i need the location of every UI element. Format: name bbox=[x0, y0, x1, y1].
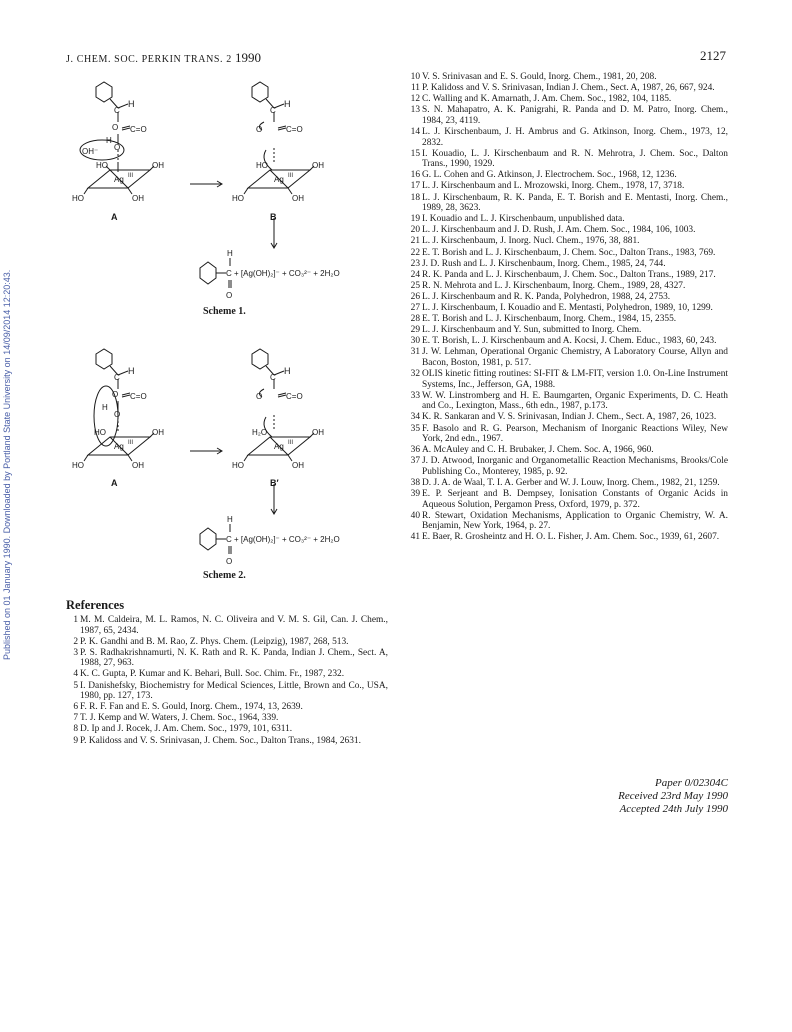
reference-number: 36 bbox=[410, 445, 420, 456]
svg-text:OH: OH bbox=[152, 161, 164, 170]
reference-number: 18 bbox=[410, 192, 420, 203]
scheme-1 bbox=[66, 60, 388, 328]
reference-item bbox=[408, 511, 728, 532]
reference-text: R. Stewart, Oxidation Mechanisms, Application to Organic Chemistry, W. A. Benjamin, New York, 1964, p. 27. bbox=[422, 510, 728, 532]
reference-number: 34 bbox=[410, 412, 420, 423]
svg-text:Ag: Ag bbox=[114, 175, 124, 184]
svg-text:OH: OH bbox=[292, 194, 304, 203]
reference-text: I. Danishefsky, Biochemistry for Medical Sciences, Little, Brown and Co., USA, 1980, pp. 127, 173. bbox=[80, 680, 388, 702]
reference-number: 24 bbox=[410, 269, 420, 280]
svg-text:H: H bbox=[128, 99, 135, 109]
reference-number: 12 bbox=[410, 94, 420, 105]
svg-text:OH: OH bbox=[312, 161, 324, 170]
water-ligand-label: H₂O bbox=[252, 428, 268, 437]
svg-text:C: C bbox=[226, 535, 232, 544]
svg-text:HO: HO bbox=[232, 194, 244, 203]
reference-number: 22 bbox=[410, 247, 420, 258]
references-list-right bbox=[408, 72, 728, 543]
reference-text: L. J. Kirschenbaum, J. Inorg. Nucl. Chem., 1976, 38, 881. bbox=[422, 236, 640, 247]
reference-number: 30 bbox=[410, 336, 420, 347]
reference-item bbox=[408, 94, 728, 105]
reference-item bbox=[66, 681, 388, 702]
reference-item bbox=[408, 412, 728, 423]
reference-text: D. J. A. de Waal, T. I. A. Gerber and W. J. Louw, Inorg. Chem., 1982, 21, 1259. bbox=[422, 477, 720, 488]
reference-text: L. J. Kirschenbaum and J. D. Rush, J. Am. Chem. Soc., 1984, 106, 1003. bbox=[422, 225, 696, 236]
svg-text:OH: OH bbox=[292, 461, 304, 470]
reference-text: L. J. Kirschenbaum and Y. Sun, submitted to Inorg. Chem. bbox=[422, 325, 642, 336]
svg-text:HO: HO bbox=[72, 194, 84, 203]
reference-item bbox=[408, 170, 728, 181]
reference-number: 40 bbox=[410, 510, 420, 521]
svg-text:HO: HO bbox=[232, 461, 244, 470]
reference-text: K. R. Sankaran and V. S. Srinivasan, Indian J. Chem., Sect. A, 1987, 26, 1023. bbox=[422, 412, 717, 423]
svg-text:HO: HO bbox=[256, 161, 268, 170]
reference-number: 4 bbox=[73, 669, 78, 680]
scheme-1-drawing bbox=[66, 60, 388, 328]
paper-meta bbox=[560, 777, 728, 816]
reference-number: 15 bbox=[410, 148, 420, 159]
svg-text:O: O bbox=[226, 557, 233, 566]
reference-text: L. J. Kirschenbaum, J. H. Ambrus and G. Atkinson, Inorg. Chem., 1973, 12, 2832. bbox=[422, 126, 728, 148]
svg-text:III: III bbox=[128, 440, 134, 446]
svg-text:C: C bbox=[114, 373, 120, 382]
reference-text: G. L. Cohen and G. Atkinson, J. Electrochem. Soc., 1968, 12, 1236. bbox=[422, 170, 677, 181]
received-date: Received 23rd May 1990 bbox=[618, 790, 728, 802]
svg-text:H: H bbox=[128, 366, 135, 376]
reference-number: 37 bbox=[410, 456, 420, 467]
svg-text:C=O: C=O bbox=[130, 392, 147, 401]
reference-item bbox=[66, 669, 388, 680]
svg-text:O: O bbox=[226, 291, 233, 300]
scheme-2-products: + [Ag(OH)₂]⁻ + CO₃²⁻ + 2H₂O bbox=[234, 535, 340, 544]
reference-text: A. McAuley and C. H. Brubaker, J. Chem. Soc. A, 1966, 960. bbox=[422, 445, 654, 456]
svg-text:H: H bbox=[227, 515, 233, 524]
svg-text:H: H bbox=[227, 249, 233, 258]
reference-item bbox=[408, 105, 728, 126]
reference-item bbox=[66, 713, 388, 724]
reference-item bbox=[408, 456, 728, 477]
reference-text: J. W. Lehman, Operational Organic Chemistry, A Laboratory Course, Allyn and Bacon, Boston, 1981, p. 517. bbox=[422, 347, 728, 368]
reference-number: 2 bbox=[73, 636, 78, 647]
hydroxide-label: OH⁻ bbox=[82, 147, 99, 156]
reference-item bbox=[408, 478, 728, 489]
reference-item bbox=[408, 149, 728, 170]
svg-text:III: III bbox=[288, 440, 294, 446]
reference-text: L. J. Kirschenbaum and L. Mrozowski, Inorg. Chem., 1978, 17, 3718. bbox=[422, 181, 685, 192]
references-list-left bbox=[66, 615, 388, 746]
svg-text:C=O: C=O bbox=[130, 125, 147, 134]
reference-item bbox=[408, 225, 728, 236]
reference-text: E. T. Borish and L. J. Kirschenbaum, J. Chem. Soc., Dalton Trans., 1983, 769. bbox=[422, 247, 716, 258]
svg-text:C: C bbox=[270, 106, 276, 115]
reference-item bbox=[408, 369, 728, 390]
reference-text: P. Kalidoss and V. S. Srinivasan, Indian J. Chem., Sect. A, 1987, 26, 667, 924. bbox=[422, 83, 715, 94]
reference-text: OLIS kinetic fitting routines: SI-FIT & LM-FIT, version 1.0. On-Line Instrument Systems, Inc., Jefferson, GA, 1988. bbox=[422, 369, 728, 390]
svg-text:Ag: Ag bbox=[274, 175, 284, 184]
reference-text: L. J. Kirschenbaum, I. Kouadio and E. Mentasti, Polyhedron, 1989, 10, 1299. bbox=[422, 302, 713, 313]
svg-text:Ag: Ag bbox=[274, 442, 284, 451]
scheme-2 bbox=[66, 334, 388, 590]
reference-item bbox=[408, 281, 728, 292]
svg-text:C=O: C=O bbox=[286, 392, 303, 401]
reference-number: 27 bbox=[410, 302, 420, 313]
left-column bbox=[66, 60, 388, 747]
reference-text: P. Kalidoss and V. S. Srinivasan, J. Chem. Soc., Dalton Trans., 1984, 2631. bbox=[80, 735, 361, 746]
reference-item bbox=[408, 314, 728, 325]
reference-number: 33 bbox=[410, 390, 420, 401]
reference-text: R. K. Panda and L. J. Kirschenbaum, J. Chem. Soc., Dalton Trans., 1989, 217. bbox=[422, 269, 716, 280]
reference-text: E. Baer, R. Grosheintz and H. O. L. Fisher, J. Am. Chem. Soc., 1939, 61, 2607. bbox=[422, 532, 720, 543]
reference-text: E. P. Serjeant and B. Dempsey, Ionisation Constants of Organic Acids in Aqueous Solution, Pergamon Press, Oxford, 1979, p. 372. bbox=[422, 489, 728, 510]
reference-number: 3 bbox=[73, 647, 78, 658]
journal-name: J. CHEM. SOC. PERKIN TRANS. 2 bbox=[66, 54, 232, 65]
reference-item bbox=[408, 270, 728, 281]
reference-text: J. D. Rush and L. J. Kirschenbaum, Inorg. Chem., 1985, 24, 744. bbox=[422, 258, 666, 269]
reference-number: 35 bbox=[410, 423, 420, 434]
reference-item bbox=[66, 736, 388, 747]
svg-text:H: H bbox=[284, 366, 291, 376]
reference-number: 19 bbox=[410, 214, 420, 225]
reference-text: F. Basolo and R. G. Pearson, Mechanism of Inorganic Reactions Wiley, New York, 2nd edn., 1967. bbox=[422, 423, 728, 445]
reference-text: K. C. Gupta, P. Kumar and K. Behari, Bull. Soc. Chim. Fr., 1987, 232. bbox=[80, 669, 345, 680]
reference-number: 31 bbox=[410, 347, 420, 358]
reference-text: I. Kouadio, L. J. Kirschenbaum and R. N. Mehrotra, J. Chem. Soc., Dalton Trans., 1990, 1929. bbox=[422, 148, 728, 170]
reference-number: 17 bbox=[410, 181, 420, 192]
reference-item bbox=[66, 615, 388, 636]
reference-text: E. T. Borish, L. J. Kirschenbaum and A. Kocsi, J. Chem. Educ., 1983, 60, 243. bbox=[422, 336, 717, 347]
scheme-2-label-b: B′ bbox=[270, 478, 279, 488]
reference-number: 41 bbox=[410, 532, 420, 543]
reference-text: R. N. Mehrota and L. J. Kirschenbaum, Inorg. Chem., 1989, 28, 4327. bbox=[422, 280, 686, 291]
reference-item bbox=[408, 424, 728, 445]
reference-item bbox=[408, 445, 728, 456]
reference-number: 26 bbox=[410, 291, 420, 302]
reference-text: W. W. Linstromberg and H. E. Baumgarten, Organic Experiments, D. C. Heath and Co., Lexington, Mass., 6th edn., 1987, p.173. bbox=[422, 390, 728, 412]
scheme-2-caption: Scheme 2. bbox=[203, 570, 246, 581]
svg-text:O: O bbox=[114, 143, 121, 152]
svg-text:H: H bbox=[102, 403, 108, 412]
reference-number: 23 bbox=[410, 258, 420, 269]
reference-item bbox=[408, 193, 728, 214]
reference-item bbox=[408, 489, 728, 510]
reference-item bbox=[408, 248, 728, 259]
reference-text: F. R. F. Fan and E. S. Gould, Inorg. Chem., 1974, 13, 2639. bbox=[80, 702, 303, 713]
reference-item bbox=[408, 292, 728, 303]
svg-text:OH: OH bbox=[312, 428, 324, 437]
scheme-2-label-a: A bbox=[111, 478, 118, 488]
reference-item bbox=[408, 259, 728, 270]
reference-number: 38 bbox=[410, 477, 420, 488]
svg-text:C: C bbox=[270, 373, 276, 382]
svg-text:OH: OH bbox=[132, 194, 144, 203]
reference-number: 1 bbox=[73, 615, 78, 625]
reference-item bbox=[66, 702, 388, 713]
scheme-2-drawing bbox=[66, 334, 388, 590]
svg-text:HO: HO bbox=[94, 428, 106, 437]
reference-item bbox=[408, 336, 728, 347]
reference-item bbox=[408, 532, 728, 543]
svg-text:O: O bbox=[112, 123, 119, 132]
scheme-1-products: + [Ag(OH)₂]⁻ + CO₃²⁻ + 2H₂O bbox=[234, 269, 340, 278]
right-column bbox=[408, 72, 728, 544]
svg-text:OH: OH bbox=[152, 428, 164, 437]
reference-text: M. M. Caldeira, M. L. Ramos, N. C. Oliveira and V. M. S. Gil, Can. J. Chem., 1987, 65, 2434. bbox=[80, 615, 388, 636]
reference-number: 11 bbox=[410, 83, 420, 94]
reference-number: 28 bbox=[410, 314, 420, 325]
reference-text: T. J. Kemp and W. Waters, J. Chem. Soc., 1964, 339. bbox=[80, 713, 279, 724]
svg-text:III: III bbox=[288, 173, 294, 179]
svg-text:O: O bbox=[256, 125, 263, 134]
svg-text:OH: OH bbox=[132, 461, 144, 470]
svg-text:HO: HO bbox=[72, 461, 84, 470]
reference-text: P. K. Gandhi and B. M. Rao, Z. Phys. Chem. (Leipzig), 1987, 268, 513. bbox=[80, 636, 349, 647]
svg-text:H: H bbox=[106, 136, 112, 145]
reference-text: V. S. Srinivasan and E. S. Gould, Inorg. Chem., 1981, 20, 208. bbox=[422, 72, 657, 82]
reference-number: 21 bbox=[410, 236, 420, 247]
download-notice: Published on 01 January 1990. Downloaded by Portland State University on 14/09/2014 12:20:43. bbox=[2, 269, 12, 660]
svg-text:HO: HO bbox=[96, 161, 108, 170]
reference-text: S. N. Mahapatro, A. K. Panigrahi, R. Panda and D. M. Patro, Inorg. Chem., 1984, 23, 4119. bbox=[422, 105, 728, 126]
reference-number: 20 bbox=[410, 225, 420, 236]
reference-number: 14 bbox=[410, 126, 420, 137]
svg-text:C: C bbox=[226, 269, 232, 278]
reference-number: 7 bbox=[73, 713, 78, 724]
svg-text:Ag: Ag bbox=[114, 442, 124, 451]
page-number: 2127 bbox=[700, 48, 726, 63]
references-heading: References bbox=[66, 598, 125, 612]
reference-item bbox=[408, 391, 728, 412]
reference-text: I. Kouadio and L. J. Kirschenbaum, unpublished data. bbox=[422, 214, 625, 225]
reference-item bbox=[66, 724, 388, 735]
reference-number: 16 bbox=[410, 170, 420, 181]
reference-item bbox=[408, 72, 728, 83]
paper-id: Paper 0/02304C bbox=[654, 777, 728, 789]
reference-number: 13 bbox=[410, 105, 420, 116]
svg-text:O: O bbox=[112, 390, 119, 399]
reference-item bbox=[66, 637, 388, 648]
reference-number: 10 bbox=[410, 72, 420, 82]
reference-item bbox=[408, 236, 728, 247]
reference-number: 29 bbox=[410, 325, 420, 336]
reference-item bbox=[66, 648, 388, 669]
reference-number: 9 bbox=[73, 735, 78, 746]
reference-number: 39 bbox=[410, 489, 420, 500]
reference-item bbox=[408, 325, 728, 336]
svg-text:C=O: C=O bbox=[286, 125, 303, 134]
svg-text:O: O bbox=[114, 410, 121, 419]
reference-number: 25 bbox=[410, 280, 420, 291]
scheme-1-caption: Scheme 1. bbox=[203, 306, 246, 317]
reference-number: 32 bbox=[410, 369, 420, 380]
svg-text:C: C bbox=[114, 106, 120, 115]
svg-text:H: H bbox=[284, 99, 291, 109]
journal-year: 1990 bbox=[234, 50, 261, 65]
reference-item bbox=[408, 83, 728, 94]
accepted-date: Accepted 24th July 1990 bbox=[619, 803, 728, 815]
reference-text: E. T. Borish and L. J. Kirschenbaum, Inorg. Chem., 1984, 15, 2355. bbox=[422, 314, 677, 325]
reference-text: D. Ip and J. Rocek, J. Am. Chem. Soc., 1979, 101, 6311. bbox=[80, 724, 293, 735]
reference-item bbox=[408, 127, 728, 148]
reference-item bbox=[408, 303, 728, 314]
scheme-1-label-b: B bbox=[270, 212, 277, 222]
reference-text: L. J. Kirschenbaum, R. K. Panda, E. T. Borish and E. Mentasti, Inorg. Chem., 1989, 28, 3623. bbox=[422, 192, 728, 214]
reference-text: P. S. Radhakrishnamurti, N. K. Rath and R. K. Panda, Indian J. Chem., Sect. A, 1988, 27, 963. bbox=[80, 647, 388, 669]
reference-number: 5 bbox=[73, 680, 78, 691]
svg-text:III: III bbox=[128, 173, 134, 179]
reference-number: 8 bbox=[73, 724, 78, 735]
reference-item bbox=[408, 214, 728, 225]
scheme-1-label-a: A bbox=[111, 212, 118, 222]
reference-text: L. J. Kirschenbaum and R. K. Panda, Polyhedron, 1988, 24, 2753. bbox=[422, 291, 671, 302]
reference-item bbox=[408, 181, 728, 192]
reference-text: J. D. Atwood, Inorganic and Organometallic Reaction Mechanisms, Brooks/Cole Publishing Co., Monterey, 1985, p. 92. bbox=[422, 456, 728, 477]
svg-text:O: O bbox=[256, 392, 263, 401]
reference-number: 6 bbox=[73, 702, 78, 713]
reference-item bbox=[408, 347, 728, 368]
reference-text: C. Walling and K. Amarnath, J. Am. Chem. Soc., 1982, 104, 1185. bbox=[422, 94, 672, 105]
